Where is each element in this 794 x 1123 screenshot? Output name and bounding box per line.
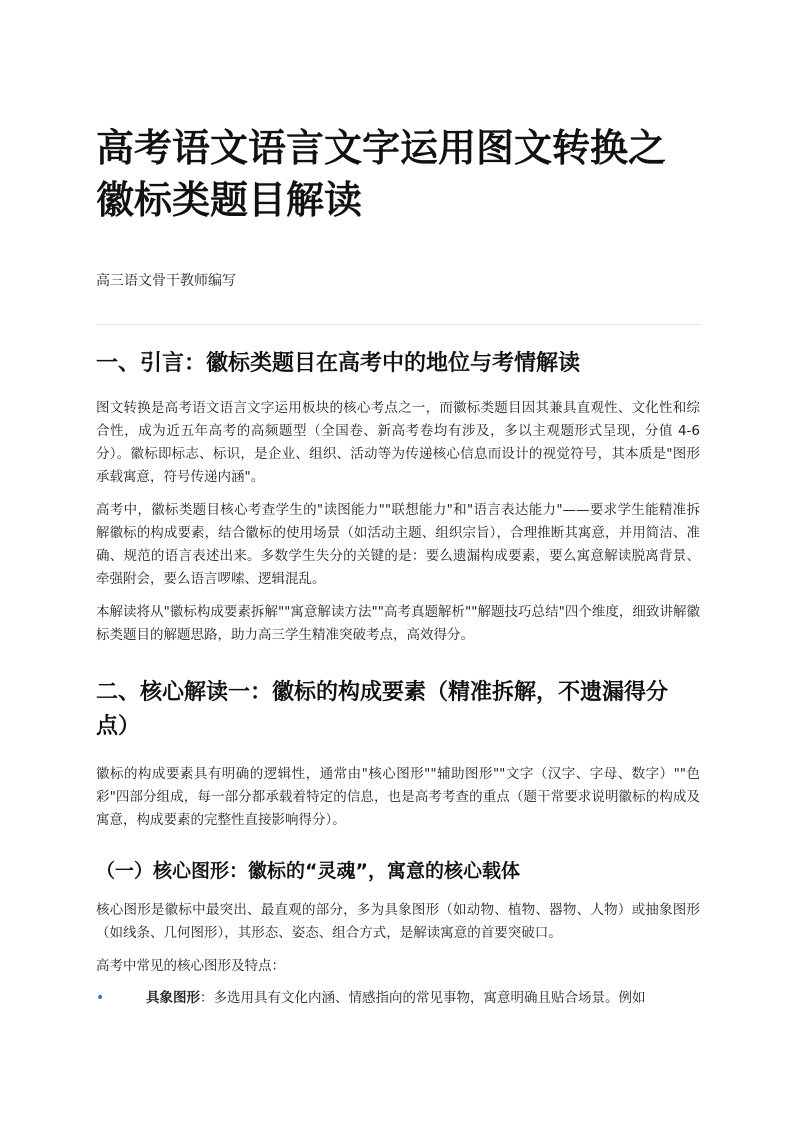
author-line: 高三语文骨干教师编写	[96, 273, 236, 289]
document-title: 高考语文语言文字运用图文转换之徽标类题目解读	[96, 126, 667, 222]
subsection-1-paragraph-1: 核心图形是徽标中最突出、最直观的部分，多为具象图形（如动物、植物、器物、人物）或抽象图形（如线条、几何图形），其形态、姿态、组合方式，是解读寓意的首要突破口。	[96, 902, 700, 941]
section-1-paragraph-2: 高考中，徽标类题目核心考查学生的"读图能力""联想能力"和"语言表达能力"——要求学生能精准拆解徽标的构成要素，结合徽标的使用场景（如活动主题、组织宗旨），合理推断其寓意，并用简洁、准确、规范的语言表述出来。多数学生失分的关键的是：要么遗漏构成要素，要么寓意解读脱离背景、牵强附会，要么语言啰嗦、逻辑混乱。	[96, 502, 700, 587]
list-item-label: 具象图形	[146, 990, 200, 1006]
list-item-text	[146, 987, 700, 1010]
section-2-paragraph: 徽标的构成要素具有明确的逻辑性，通常由"核心图形""辅助图形""文字（汉字、字母、数字）""色彩"四部分组成，每一部分都承载着特定的信息，也是高考考查的重点（题干常要求说明徽标的构成及寓意，构成要素的完整性直接影响得分）。	[96, 766, 700, 828]
subsection-1-heading: （一）核心图形：徽标的“灵魂”，寓意的核心载体	[96, 860, 520, 882]
bullet-icon: •	[96, 990, 105, 1006]
subsection-1-paragraph-2: 高考中常见的核心图形及特点：	[96, 958, 285, 974]
section-1-heading: 一、引言：徽标类题目在高考中的地位与考情解读	[96, 351, 581, 376]
section-1-paragraph-3: 本解读将从"徽标构成要素拆解""寓意解读方法""高考真题解析""解题技巧总结"四个维度，细致讲解徽标类题目的解题思路，助力高三学生精准突破考点，高效得分。	[96, 604, 700, 643]
section-1-paragraph-1: 图文转换是高考语文语言文字运用板块的核心考点之一，而徽标类题目因其兼具直观性、文化性和综合性，成为近五年高考的高频题型（全国卷、新高考卷均有涉及，多以主观题形式呈现，分值 4-6 分）。徽标即标志、标识，是企业、组织、活动等为传递核心信息而设计的视觉符号，其本质是"图形承载寓意，符号传递内涵"。	[96, 400, 700, 485]
section-2-heading: 二、核心解读一：徽标的构成要素（精准拆解，不遗漏得分点）	[96, 680, 669, 739]
title-divider	[96, 324, 700, 325]
list-item-body: ：多选用具有文化内涵、情感指向的常见事物，寓意明确且贴合场景。例如	[200, 990, 646, 1006]
